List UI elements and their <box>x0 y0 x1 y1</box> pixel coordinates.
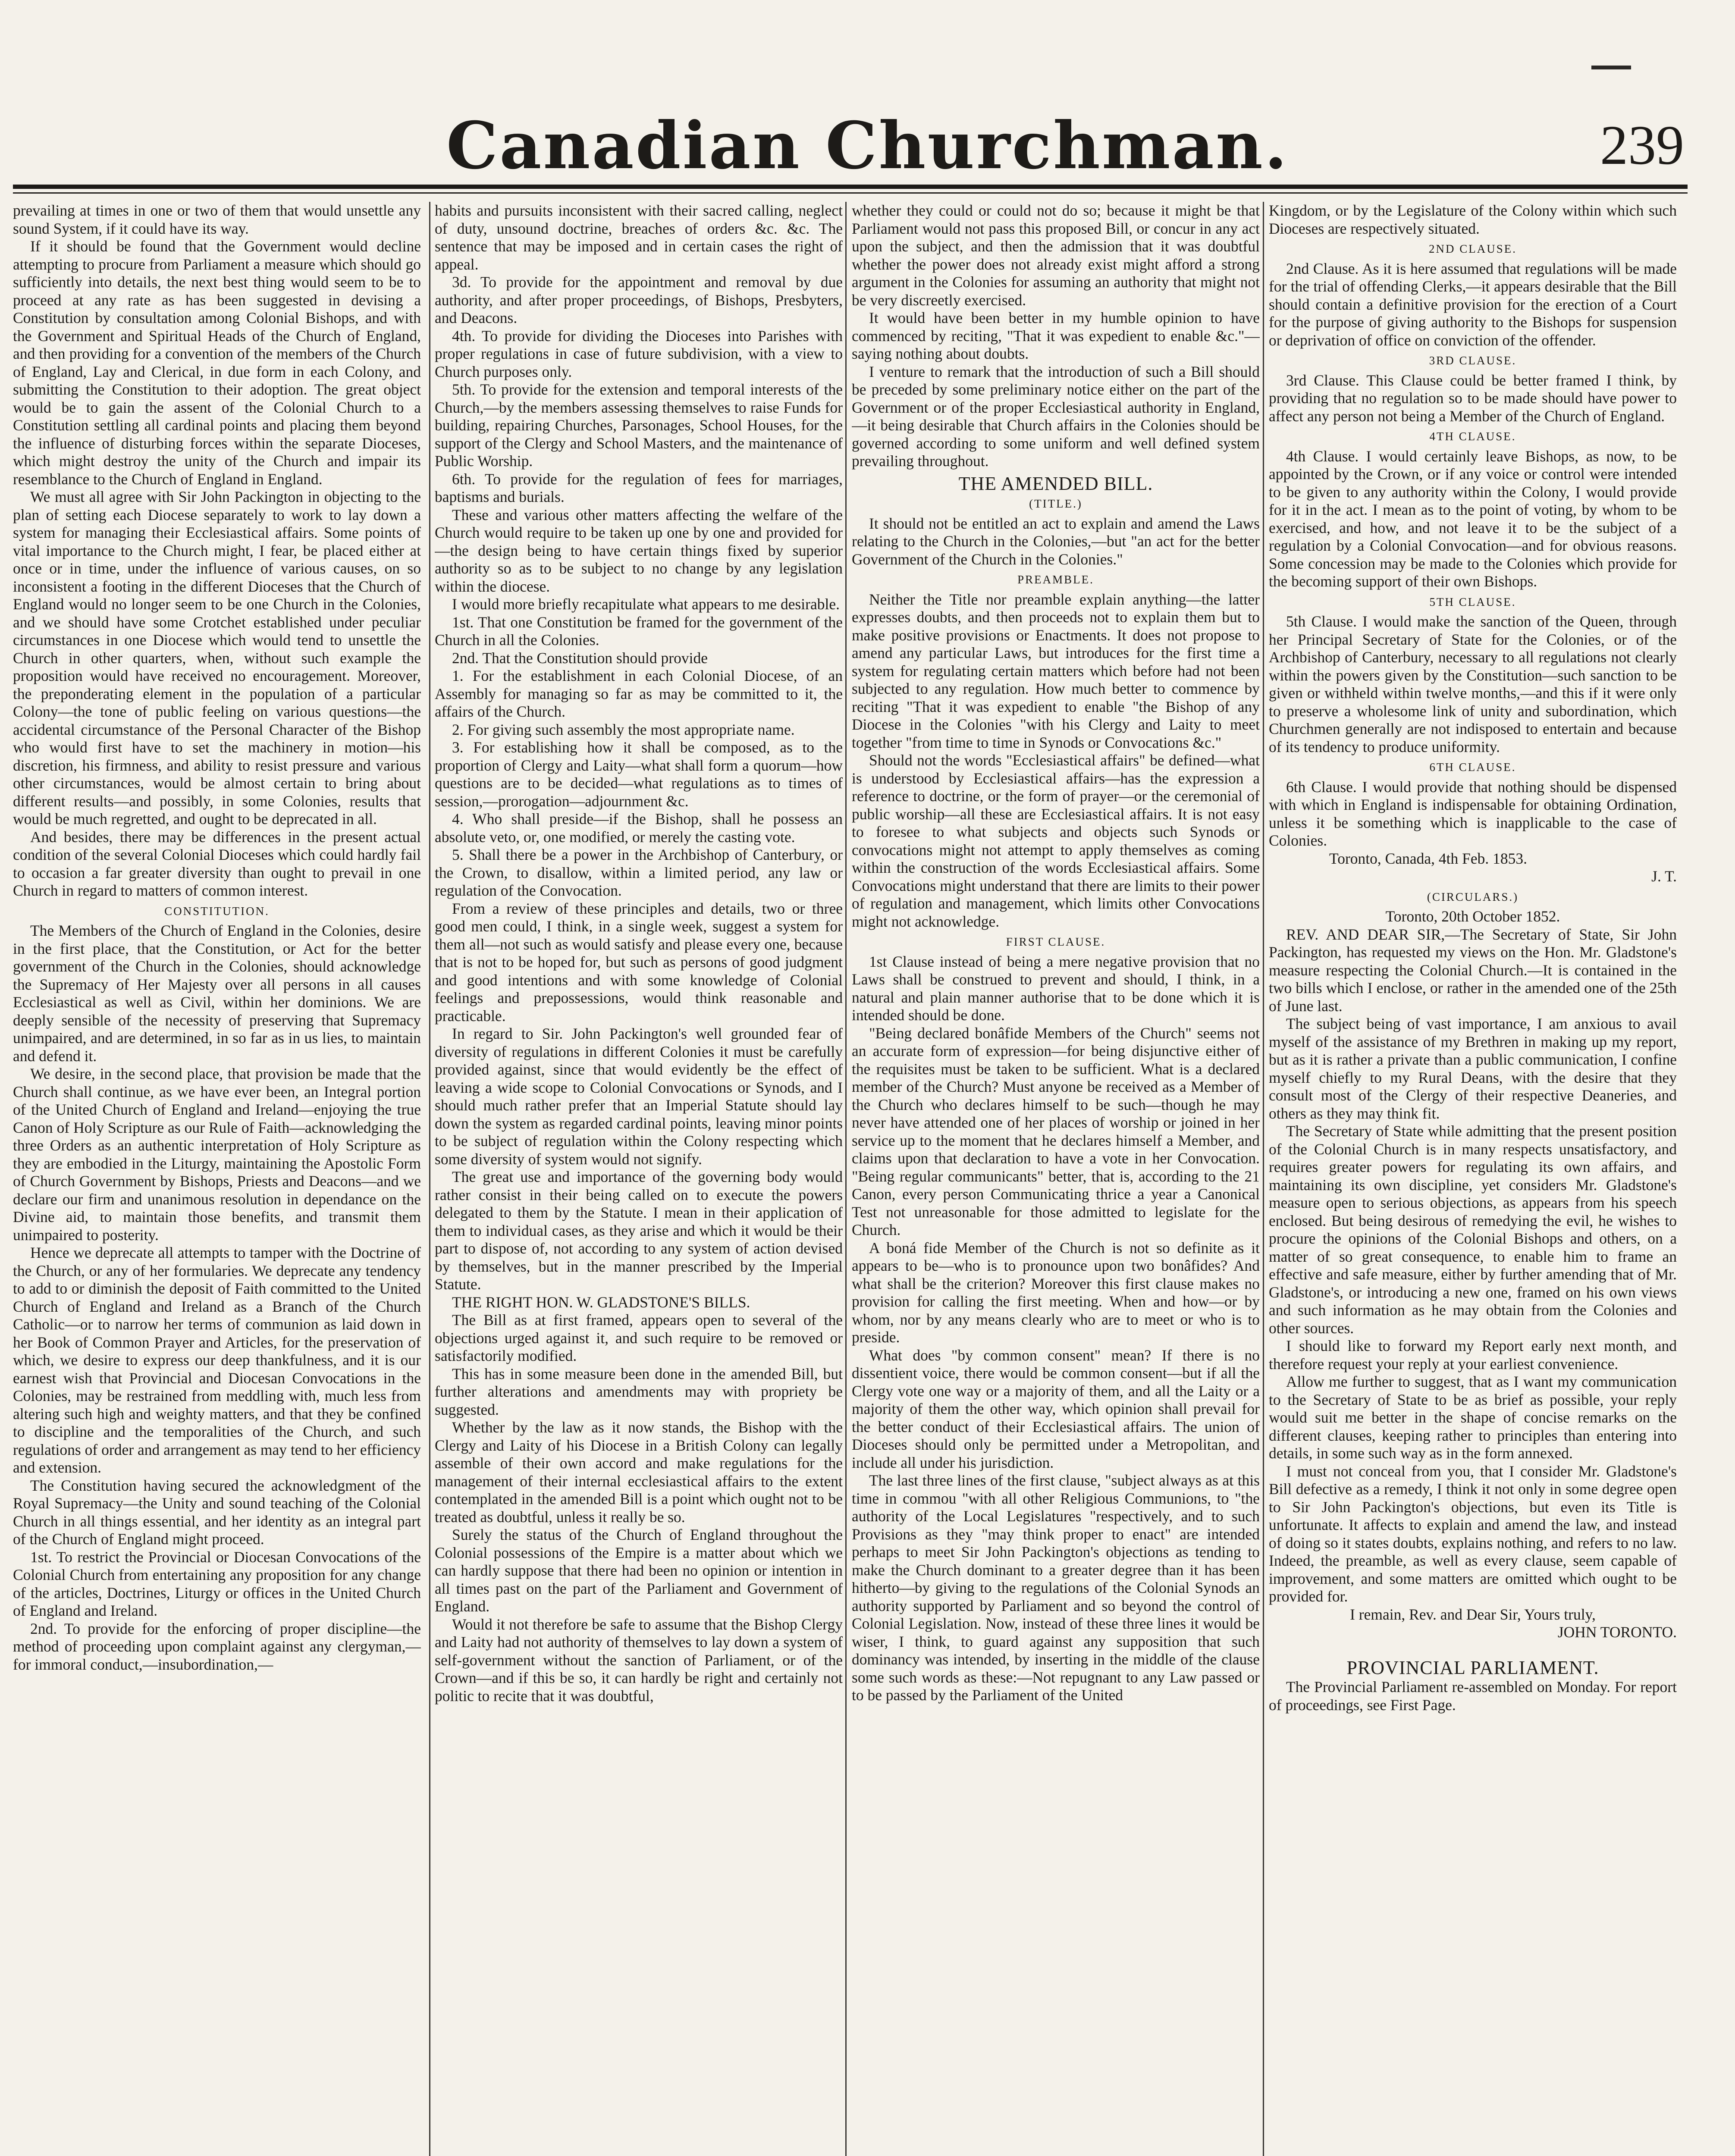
paragraph: 5. Shall there be a power in the Archbishop of Canterbury, or the Crown, to disallow, within a limited period, any law or regulation of the Convocation. <box>435 846 843 899</box>
paragraph: This has in some measure been done in the amended Bill, but further alterations and amendments may with propriety be suggested. <box>435 1365 843 1418</box>
paragraph: I would more briefly recapitulate what appears to me desirable. <box>452 595 840 613</box>
section-heading: THE AMENDED BILL. <box>958 473 1153 494</box>
sub-heading: (CIRCULARS.) <box>1427 890 1519 903</box>
paragraph: The Provincial Parliament re-assembled on Monday. For report of proceedings, see First Page. <box>1269 1678 1677 1714</box>
paragraph: 3d. To provide for the appointment and removal by due authority, and after proper proceedings, of Bishops, Presbyters, and Deacons. <box>435 273 843 326</box>
section-heading: CONSTITUTION. <box>164 904 270 918</box>
column-2 <box>435 202 843 2156</box>
paragraph: Kingdom, or by the Legislature of the Colony within which such Dioceses are respectively situated. <box>1269 202 1677 237</box>
paragraph: It would have been better in my humble opinion to have commenced by reciting, "That it was expedient to enable &c."—saying nothing about doubts. <box>852 309 1260 362</box>
paragraph: We desire, in the second place, that provision be made that the Church shall continue, as we have ever been, an Integral portion of the United Church of England and Ireland—enjoying the true Canon of Holy Scripture as our Rule of Faith—acknowledging the three Orders as an authentic interpretation of Holy Scripture as they are embodied in the Liturgy, maintaining the Apostolic Form of Church Government by Bishops, Priests and Deacons—and we declare our firm and unanimous resolution in dependance on the Divine aid, to maintain those benefits, and transmit them unimpaired to posterity. <box>13 1065 421 1244</box>
paragraph: The Members of the Church of England in the Colonies, desire in the first place, that the Constitution, or Act for the better government of the Church in the Colonies, should acknowledge the Supremacy of Her Majesty over all persons in all causes Ecclesiastical as well as Civil, within her dominions. We are deeply sensible of the necessity of preserving that Supremacy unimpaired, and are determined, in so far as in us lies, to maintain and defend it. <box>13 922 421 1065</box>
paragraph: 1st. That one Constitution be framed for the government of the Church in all the Colonies. <box>435 613 843 649</box>
paragraph: Would it not therefore be safe to assume that the Bishop Clergy and Laity had not authority of themselves to lay down a system of self-government without the sanction of Parliament, or of the Crown—and if this be so, it can hardly be right and certainly not politic to recite that it was doubtful, <box>435 1615 843 1705</box>
paragraph: 2. For giving such assembly the most appropriate name. <box>452 721 795 738</box>
paragraph: 1. For the establishment in each Colonial Diocese, of an Assembly for managing so far as may be committed to it, the affairs of the Church. <box>435 667 843 720</box>
paragraph: What does "by common consent" mean? If there is no dissentient voice, there would be common consent—but if all the Clergy vote one way or a majority of them, and all the Laity or a majority of them the other way, which opinion shall prevail for the better conduct of their Ecclesiastical affairs. The union of Dioceses should only be permitted under a Metropolitan, and include all under his jurisdiction. <box>852 1346 1260 1471</box>
paragraph: I should like to forward my Report early next month, and therefore request your reply at your earliest convenience. <box>1269 1337 1677 1373</box>
column-3 <box>852 202 1260 2156</box>
sub-heading: FIRST CLAUSE. <box>1006 935 1106 948</box>
initials: J. T. <box>1651 868 1677 885</box>
section-heading: THE RIGHT HON. W. GLADSTONE'S BILLS. <box>452 1293 750 1311</box>
paragraph: 5th. To provide for the extension and temporal interests of the Church,—by the members assessing themselves to raise Funds for building, repairing Churches, Parsonages, School Houses, for the support of the Clergy and School Masters, and the maintenance of Public Worship. <box>435 381 843 470</box>
paragraph: The Constitution having secured the acknowledgment of the Royal Supremacy—the Unity and sound teaching of the Colonial Church in all things essential, and her identity as an integral part of the Church of England might proceed. <box>13 1476 421 1548</box>
paragraph: In regard to Sir. John Packington's well grounded fear of diversity of regulations in different Colonies it must be carefully provided against, since that would evidently be the effect of leaving a wide scope to Colonial Convocations or Synods, and I should much rather prefer that an Imperial Statute should lay down the system as regarded cardinal points, leaving minor points to be subject of regulation within the Colony respecting which some diversity of system would not signify. <box>435 1025 843 1168</box>
paragraph: 4. Who shall preside—if the Bishop, shall he possess an absolute veto, or, one modified, or merely the casting vote. <box>435 810 843 846</box>
sub-heading: PREAMBLE. <box>1017 573 1094 586</box>
paragraph: 2nd. To provide for the enforcing of proper discipline—the method of proceeding upon complaint against any clergyman,—for immoral conduct,—insubordination,— <box>13 1620 421 1673</box>
paragraph: "Being declared bonâfide Members of the Church" seems not an accurate form of expression—for being disjunctive either of the requisites must be taken to be sufficient. What is a declared member of the Church? Must anyone be received as a Member of the Church who declares himself to be such—though he may never have attended one of her places of worship or joined in her service up to the moment that he declares himself a Member, and claims upon that declaration to have a vote in her Convocation. "Being regular communicants" better, that is, according to the 21 Canon, every person Communicating thrice a year a Canonical Test not unreasonable for those admitted to legislate for the Church. <box>852 1024 1260 1238</box>
paragraph: The Secretary of State while admitting that the present position of the Colonial Church is in many respects unsatisfactory, and requires greater powers for regulating its own affairs, and maintaining its own discipline, yet considers Mr. Gladstone's measure open to serious objections, as appears from his speech enclosed. But being desirous of remedying the evil, he wishes to procure the opinions of the Colonial Bishops and others, on a matter of so great consequence, to enable him to frame an effective and safe measure, either by further amending that of Mr. Gladstone's, or introducing a new one, framed on his own views and such information as he may obtain from the Colonies and other sources. <box>1269 1122 1677 1337</box>
sub-heading: 3RD CLAUSE. <box>1429 354 1517 367</box>
section-heading: PROVINCIAL PARLIAMENT. <box>1346 1657 1599 1678</box>
signature: JOHN TORONTO. <box>1557 1623 1677 1641</box>
column-4 <box>1269 202 1677 2156</box>
paragraph: Neither the Title nor preamble explain anything—the latter expresses doubts, and then proceeds not to explain them but to make positive provisions or Enactments. It does not propose to amend any particular Laws, but introduces for the first time a system for regulating certain matters which before had not been subjected to any regulation. How much better to commence by reciting "That it was expedient to enable "the Bishop of any Diocese in the Colonies "with his Clergy and Laity to meet together "from time to time in Synods or Convocations &c." <box>852 590 1260 751</box>
page-number: 239 <box>1600 114 1684 176</box>
paragraph: Hence we deprecate all attempts to tamper with the Doctrine of the Church, or any of her formularies. We deprecate any tendency to add to or diminish the deposit of Faith committed to the United Church of England and Ireland as a Branch of the Church Catholic—or to narrow her terms of communion as laid down in her Book of Common Prayer and Articles, for the preservation of which, we desire to express our deep thankfulness, and it is our earnest wish that Provincial and Diocesan Convocations in the Colonies, may be restrained from meddling with, much less from altering such high and weighty matters, and that they be confined to discipline and the temporalities of the Church, and such regulations of order and arrangement as may tend to her efficiency and extension. <box>13 1244 421 1476</box>
closing: I remain, Rev. and Dear Sir, Yours truly, <box>1350 1605 1596 1623</box>
sub-heading: 6TH CLAUSE. <box>1429 761 1516 774</box>
paragraph: Should not the words "Ecclesiastical affairs" be defined—what is understood by Ecclesiastical affairs—has the expression a reference to doctrine, or the form of prayer—or the ceremonial of public worship—all these are Ecclesiastical affairs. It is not easy to foresee to what subjects and objects such Synods or convocations might not attempt to apply themselves as coming within the construction of the words Ecclesiastical affairs. Some Convocations might understand that there are limits to their power of regulation and management, which limits other Convocations might not acknowledge. <box>852 752 1260 930</box>
paragraph: I must not conceal from you, that I consider Mr. Gladstone's Bill defective as a remedy, I think it not only in some degree open to Sir John Packington's objections, but even its Title is unfortunate. It affects to explain and amend the law, and instead of doing so it states doubts, explains nothing, and refers to no law. Indeed, the preamble, as well as every clause, seem capable of improvement, and some matters are omitted which ought to be provided for. <box>1269 1462 1677 1605</box>
paragraph: The Bill as at first framed, appears open to several of the objections urged against it, and such require to be removed or satisfactorily modified. <box>435 1311 843 1364</box>
paragraph: Surely the status of the Church of England throughout the Colonial possessions of the Empire is a matter about which we can hardly suppose that there had been no opinion or intention in all times past on the part of the Parliament and Government of England. <box>435 1526 843 1615</box>
sub-heading: (TITLE.) <box>1029 497 1082 510</box>
corner-dash <box>1591 66 1631 69</box>
paragraph: 3rd Clause. This Clause could be better framed I think, by providing that no regulation so to be made should have power to affect any person not being a Member of the Church of England. <box>1269 371 1677 425</box>
article-columns <box>13 202 1693 2156</box>
paragraph: Whether by the law as it now stands, the Bishop with the Clergy and Laity of his Diocese in a British Colony can legally assemble of their own accord and make regulations for the management of their internal ecclesiastical affairs to the extent contemplated in the amended Bill is a point which ought not to be treated as doubtful, unless it really be so. <box>435 1419 843 1526</box>
paragraph: 1st. To restrict the Provincial or Diocesan Convocations of the Colonial Church from entertaining any proposition for any change of the articles, Doctrines, Liturgy or offices in the United Church of England and Ireland. <box>13 1548 421 1619</box>
masthead-title: Canadian Churchman. <box>446 108 1289 184</box>
column-1 <box>13 202 421 2156</box>
dateline: Toronto, Canada, 4th Feb. 1853. <box>1329 849 1527 867</box>
paragraph: I venture to remark that the introduction of such a Bill should be preceded by some preliminary notice either on the part of the Government or of the proper Ecclesiastical authority in England,—it being desirable that Church affairs in the Colonies should be governed according to some uniform and well defined system prevailing throughout. <box>852 363 1260 470</box>
sub-heading: 5TH CLAUSE. <box>1429 595 1516 608</box>
masthead-rule-thin <box>13 192 1688 194</box>
paragraph: 2nd Clause. As it is here assumed that regulations will be made for the trial of offending Clerks,—it appears desirable that the Bill should contain a definitive provision for the erection of a Court for the purpose of giving authority to the Bishops for suspension or deprivation of office on conviction of the offender. <box>1269 260 1677 349</box>
paragraph: Allow me further to suggest, that as I want my communication to the Secretary of State to be as brief as possible, your reply would suit me better in the shape of concise remarks on the different clauses, keeping rather to principles than entering into details, in some such way as in the form annexed. <box>1269 1373 1677 1462</box>
paragraph: If it should be found that the Government would decline attempting to procure from Parliament a measure which should go sufficiently into details, the next best thing would seem to be to proceed at any rate as has been suggested in devising a Constitution by consultation among Colonial Bishops, and with the Government and Spiritual Heads of the Church of England, and then providing for a convention of the members of the Church of England, Lay and Clerical, in due form in each Colony, and submitting the Constitution to their adoption. The great object would be to gain the assent of the Colonial Church to a Constitution settling all cardinal points and placing them beyond the influence of disturbing forces within the separate Dioceses, which might destroy the unity of the Church and impair its resemblance to the Church of England in England. <box>13 238 421 488</box>
paragraph: 1st Clause instead of being a mere negative provision that no Laws shall be construed to prevent and should, I think, in a natural and plain manner authorise that to be done which it is intended should be done. <box>852 953 1260 1024</box>
paragraph: REV. AND DEAR SIR,—The Secretary of State, Sir John Packington, has requested my views on the Hon. Mr. Gladstone's measure respecting the Colonial Church.—It is contained in the two bills which I enclose, or rather in the amended one of the 25th of June last. <box>1269 925 1677 1015</box>
paragraph: We must all agree with Sir John Packington in objecting to the plan of setting each Diocese separately to work to lay down a system for managing their Ecclesiastical affairs. Some points of vital importance to the Church might, I fear, be placed either at once or in time, under the influence of various causes, on so inconsistent a footing in the different Dioceses that the Church of England would no longer seem to be one Church in the Colonies, and we should have some Crotchet established under peculiar circumstances in one Diocese which would tend to unsettle the Church in other quarters, when, without such example the proposition would have received no encouragement. Moreover, the preponderating element in the population of a particular Colony—the tone of public feeling on various questions—the accidental circumstance of the Personal Character of the Bishop who would first have to set the machinery in motion—his discretion, his firmness, and ability to resist pressure and various other circumstances, would be almost certain to bring about different results—and possibly, in some Colonies, results that would be much regretted, and ought to be deprecated in all. <box>13 488 421 827</box>
paragraph: 3. For establishing how it shall be composed, as to the proportion of Clergy and Laity—what shall form a quorum—how questions are to be decided—what regulations as to times of session,—prorogation—adjournment &c. <box>435 739 843 810</box>
paragraph: 2nd. That the Constitution should provide <box>452 649 708 667</box>
paragraph: 4th. To provide for dividing the Dioceses into Parishes with proper regulations in case of future subdivision, with a view to Church purposes only. <box>435 327 843 380</box>
paragraph: 6th. To provide for the regulation of fees for marriages, baptisms and burials. <box>435 470 843 505</box>
paragraph: The great use and importance of the governing body would rather consist in their being called on to execute the powers delegated to them by the Statute. I mean in their application of them to individual cases, as they arise and which it would be their part to dispose of, not according to any system of action devised by themselves, but in the manner prescribed by the Imperial Statute. <box>435 1168 843 1293</box>
paragraph: A boná fide Member of the Church is not so definite as it appears to be—who is to pronounce upon two bonâfides? And what shall be the criterion? Moreover this first clause makes no provision for calling the first meeting. When and how—or by whom, nor by any means clearly who are to meet or who is to preside. <box>852 1239 1260 1346</box>
paragraph: These and various other matters affecting the welfare of the Church would require to be taken up one by one and provided for—the design being to have certain things fixed by superior authority so as to be subject to no change by any legislation within the diocese. <box>435 506 843 595</box>
circular-date: Toronto, 20th October 1852. <box>1385 908 1560 925</box>
paragraph: The subject being of vast importance, I am anxious to avail myself of the assistance of my Brethren in making up my report, but as it is rather a private than a public communication, I confine myself chiefly to my Rural Deans, with the desire that they consult most of the Clergy of their respective Deaneries, and others as they may think fit. <box>1269 1015 1677 1122</box>
masthead-rule-thick <box>13 185 1688 189</box>
paragraph: whether they could or could not do so; because it might be that Parliament would not pass this proposed Bill, or concur in any act upon the subject, and then the admission that it was doubtful whether the power does not already exist might afford a strong argument in the Colonies for assuming an authority that might not be very discreetly exercised. <box>852 202 1260 309</box>
paragraph: It should not be entitled an act to explain and amend the Laws relating to the Church in the Colonies,—but "an act for the better Government of the Church in the Colonies." <box>852 514 1260 568</box>
paragraph: habits and pursuits inconsistent with their sacred calling, neglect of duty, unsound doctrine, breaches of orders &c. &c. The sentence that may be imposed and in certain cases the right of appeal. <box>435 202 843 273</box>
paragraph: 4th Clause. I would certainly leave Bishops, as now, to be appointed by the Crown, or if any voice or control were intended to be given to any authority within the Colony, I would provide for it in the act. I mean as to the point of voting, by whom to be exercised, and how, and not leave it to be the subject of a regulation by a Colonial Convocation—and for obvious reasons. Some concession may be made to the Colonies which provide for the becoming support of their own Bishops. <box>1269 447 1677 590</box>
sub-heading: 2ND CLAUSE. <box>1428 242 1517 255</box>
paragraph: 6th Clause. I would provide that nothing should be dispensed with which in England is indispensable for obtaining Ordination, unless it be something which is inapplicable to the case of Colonies. <box>1269 778 1677 849</box>
paragraph: And besides, there may be differences in the present actual condition of the several Colonial Dioceses which could hardly fail to occasion a far greater diversity than ought to prevail in one Church in regard to matters of common interest. <box>13 828 421 899</box>
sub-heading: 4TH CLAUSE. <box>1429 430 1516 443</box>
paragraph: The last three lines of the first clause, "subject always as at this time in commou "with all other Religious Communions, to "the authority of the Local Legislatures "respectively, and to such Provisions as they "may think proper to enact" are intended perhaps to meet Sir John Packington's objections as tending to make the Church dominant to a greater degree than it has been hitherto—by giving to the regulations of the Colonial Synods an authority supported by Parliament and so beyond the control of Colonial Legislation. Now, instead of these three lines it would be wiser, I think, to guard against any supposition that such dominancy was intended, by inserting in the middle of the clause some such words as these:—Not repugnant to any Law passed or to be passed by the Parliament of the United <box>852 1472 1260 1704</box>
paragraph: prevailing at times in one or two of them that would unsettle any sound System, if it could have its way. <box>13 202 421 237</box>
paragraph: 5th Clause. I would make the sanction of the Queen, through her Principal Secretary of State for the Colonies, or of the Archbishop of Canterbury, necessary to all regulations not clearly within the powers given by the Constitution—such sanction to be given or withheld within twelve months,—and this if it were only to preserve a wholesome link of unity and subordination, which Churchmen generally are not indisposed to entertain and because of its tendency to produce uniformity. <box>1269 613 1677 755</box>
paragraph: From a review of these principles and details, two or three good men could, I think, in a single week, suggest a system for them all—not such as would satisfy and please every one, because that is not to be hoped for, but such as persons of good judgment and good intentions and with some knowledge of Colonial feelings and prepossessions, would think reasonable and practicable. <box>435 899 843 1025</box>
